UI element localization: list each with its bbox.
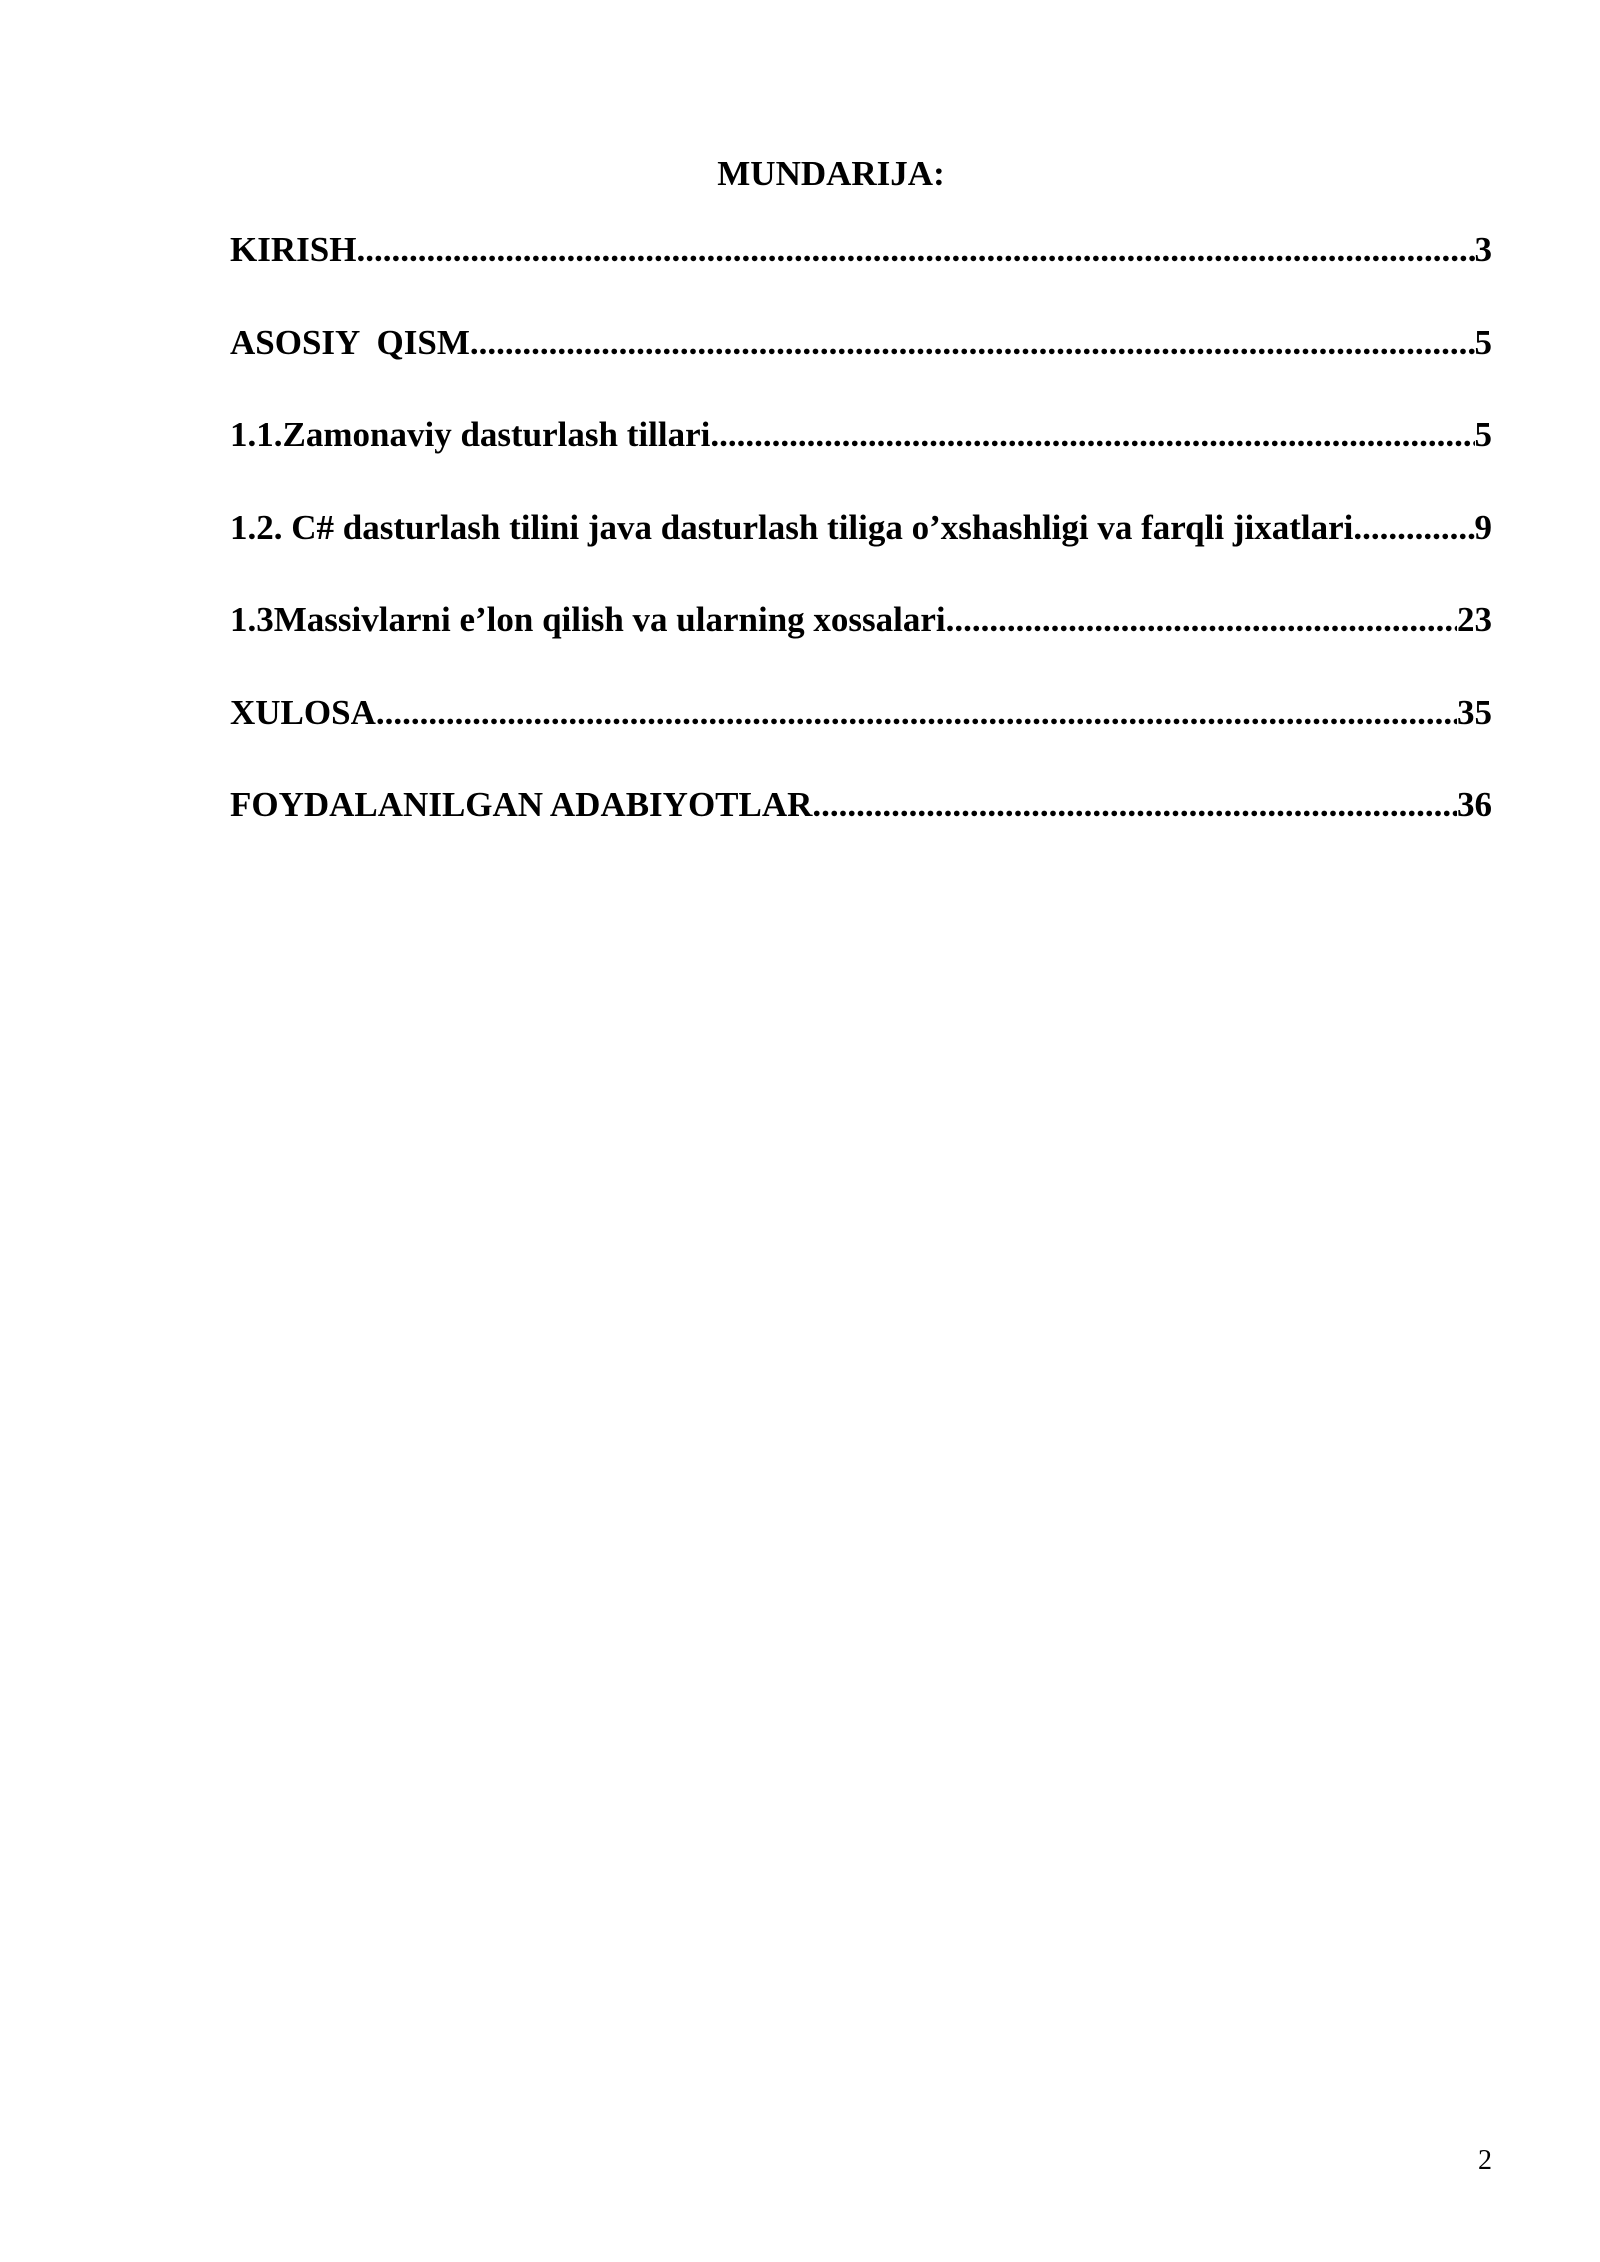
toc-entry-page: 5: [1474, 322, 1492, 362]
toc-leader-dots: [376, 691, 1457, 735]
toc-leader-dots: [1353, 506, 1474, 550]
toc-entry-asosiy-qism[interactable]: [230, 321, 1492, 414]
toc-leader-dots: [946, 598, 1457, 642]
toc-entry-label: XULOSA: [230, 692, 376, 732]
table-of-contents: [230, 228, 1492, 876]
toc-leader-dots: [356, 228, 1474, 272]
toc-entry-label: FOYDALANILGAN ADABIYOTLAR: [230, 785, 813, 824]
toc-entry-xulosa[interactable]: [230, 691, 1492, 784]
toc-entry-label: 1.2. C# dasturlash tilini java dasturlash tiliga o’xshashligi va farqli jixatlari: [230, 507, 1354, 547]
toc-entry-number: 1.1.: [230, 415, 283, 454]
toc-entry-page: 3: [1474, 230, 1492, 269]
toc-entry-foydalanilgan-adabiyotlar[interactable]: [230, 783, 1492, 876]
toc-entry-kirish[interactable]: [230, 228, 1492, 321]
toc-entry-label: KIRISH: [230, 230, 357, 269]
toc-entry-1-2[interactable]: [230, 506, 1492, 599]
toc-leader-dots: [710, 413, 1474, 457]
toc-entry-page: 9: [1474, 507, 1492, 547]
toc-entry-1-3[interactable]: [230, 598, 1492, 691]
toc-leader-dots: [812, 783, 1457, 827]
toc-title: MUNDARIJA:: [717, 154, 945, 193]
toc-entry-label: ASOSIY QISM: [230, 322, 470, 362]
toc-leader-dots: [470, 321, 1475, 365]
toc-entry-page: 36: [1457, 785, 1492, 824]
page-number: 2: [1478, 2145, 1492, 2176]
toc-entry-label: 1.3Massivlarni e’lon qilish va ularning xossalari: [230, 600, 946, 639]
toc-entry-label: Zamonaviy dasturlash tillari: [282, 415, 711, 454]
toc-entry-page: 5: [1474, 415, 1492, 454]
toc-entry-page: 35: [1457, 692, 1492, 732]
toc-entry-page: 23: [1457, 600, 1492, 639]
toc-entry-1-1[interactable]: [230, 413, 1492, 506]
